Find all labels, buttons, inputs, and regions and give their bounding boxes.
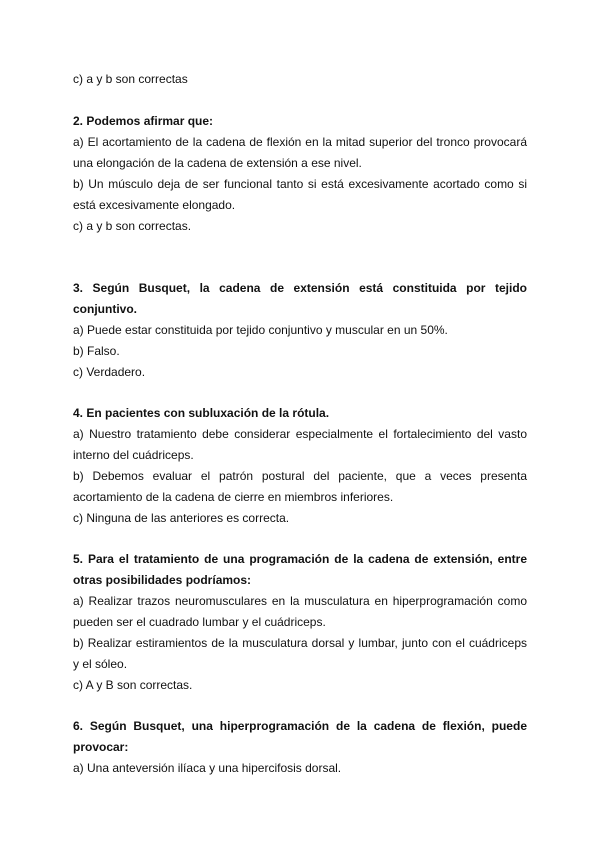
question-3-title-line1: 3. Según Busquet, la cadena de extensión está constituida por tejido [73, 281, 527, 295]
question-4-option-b-line1: b) Debemos evaluar el patrón postural del paciente, que a veces presenta [73, 469, 527, 483]
question-4-title: 4. En pacientes con subluxación de la rótula. [73, 406, 330, 420]
question-6-title-line1: 6. Según Busquet, una hiperprogramación de la cadena de flexión, puede [73, 719, 527, 733]
question-4-option-a-line2: interno del cuádriceps. [73, 448, 194, 462]
question-4-option-a-line1: a) Nuestro tratamiento debe considerar especialmente el fortalecimiento del vasto [73, 427, 527, 441]
question-2-option-c: c) a y b son correctas. [73, 219, 192, 233]
question-2-option-a-line1: a) El acortamiento de la cadena de flexión en la mitad superior del tronco provocará [73, 135, 527, 149]
question-5-option-c: c) A y B son correctas. [73, 678, 193, 692]
question-5-option-b-line2: y el sóleo. [73, 657, 128, 671]
question-5-option-a-line1: a) Realizar trazos neuromusculares en la musculatura en hiperprogramación como [73, 594, 527, 608]
question-2-option-a-line2: una elongación de la cadena de extensión a ese nivel. [73, 156, 362, 170]
question-5-option-b-line1: b) Realizar estiramientos de la musculatura dorsal y lumbar, junto con el cuádriceps [73, 636, 527, 650]
question-5-title-line1: 5. Para el tratamiento de una programación de la cadena de extensión, entre [73, 552, 527, 566]
question-2-option-b-line1: b) Un músculo deja de ser funcional tanto si está excesivamente acortado como si [73, 177, 527, 191]
question-5-title-line2: otras posibilidades podríamos: [73, 573, 252, 587]
question-3-option-a: a) Puede estar constituida por tejido conjuntivo y muscular en un 50%. [73, 323, 448, 337]
question-6-title-line2: provocar: [73, 740, 129, 754]
previous-answer-c: c) a y b son correctas [73, 72, 188, 86]
question-3-title-line2: conjuntivo. [73, 302, 137, 316]
question-2-option-b-line2: está excesivamente elongado. [73, 198, 236, 212]
question-4-option-c: c) Ninguna de las anteriores es correcta. [73, 511, 290, 525]
question-3-option-c: c) Verdadero. [73, 365, 146, 379]
question-4-option-b-line2: acortamiento de la cadena de cierre en miembros inferiores. [73, 490, 394, 504]
question-6-option-a: a) Una anteversión ilíaca y una hipercifosis dorsal. [73, 761, 342, 775]
question-2-title: 2. Podemos afirmar que: [73, 114, 214, 128]
question-3-option-b: b) Falso. [73, 344, 120, 358]
question-5-option-a-line2: pueden ser el cuadrado lumbar y el cuádriceps. [73, 615, 326, 629]
